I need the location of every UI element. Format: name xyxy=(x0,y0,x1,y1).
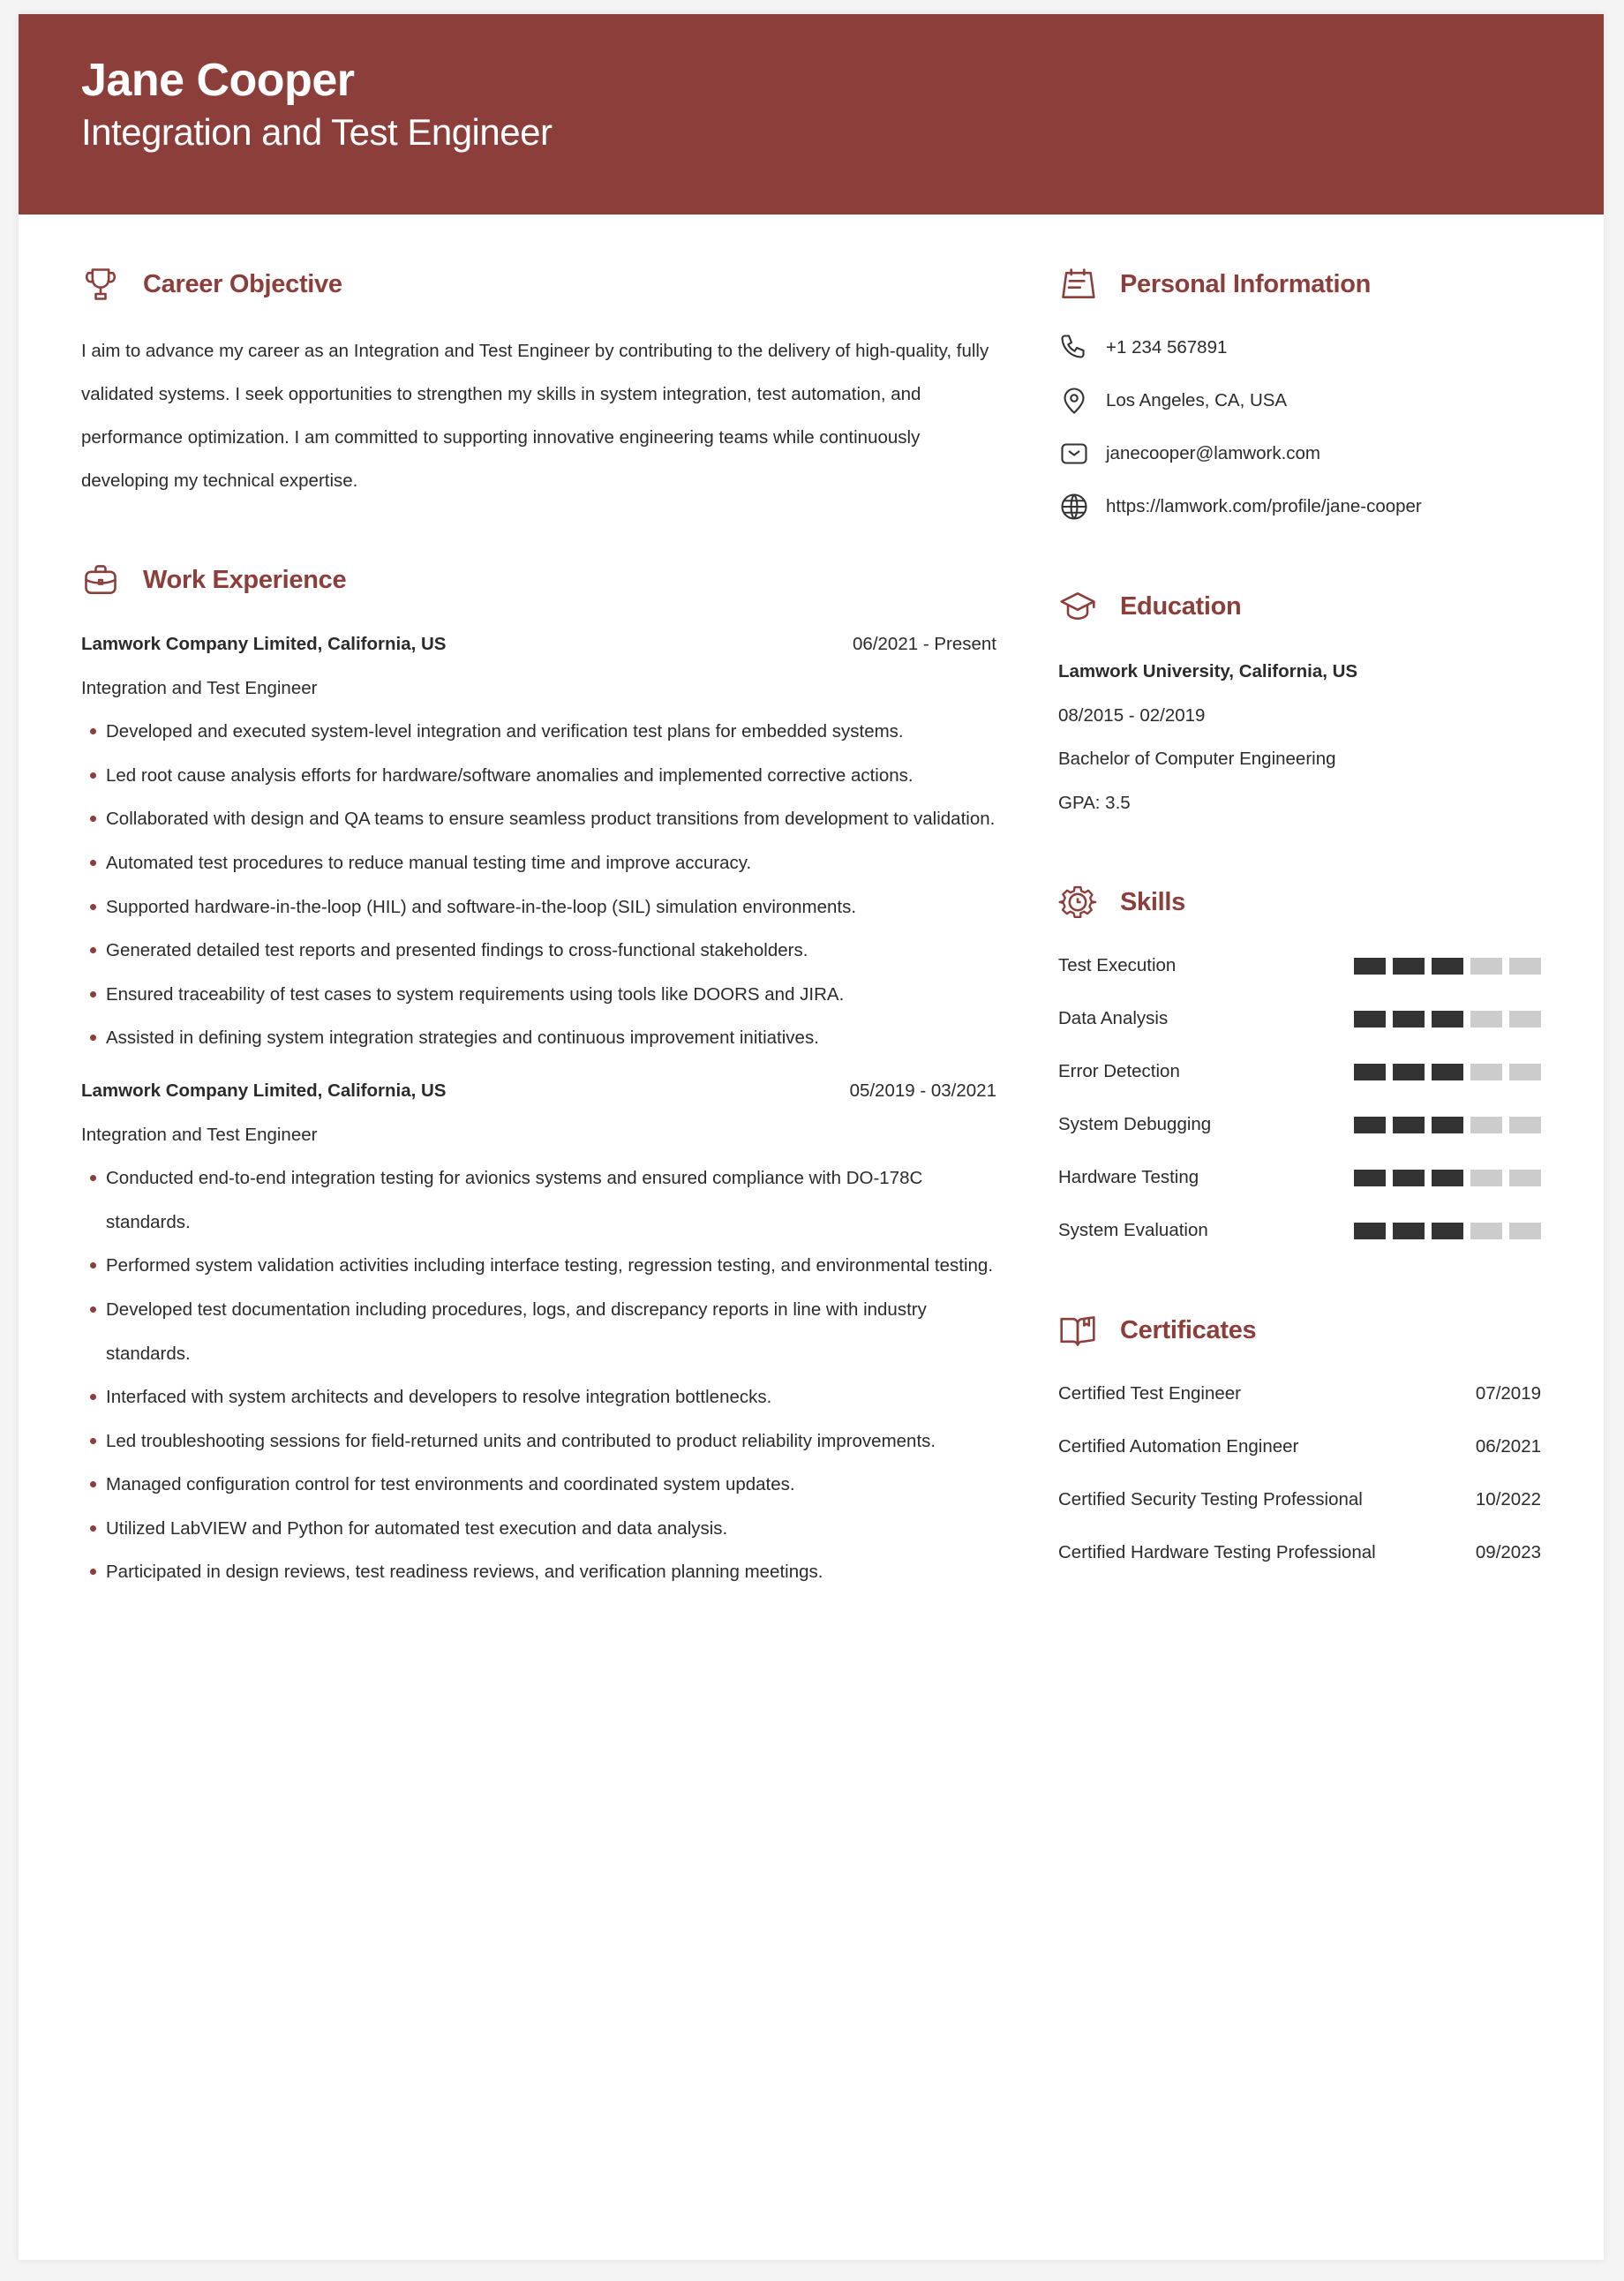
skill-level-segment xyxy=(1470,1223,1502,1239)
job-bullet: Assisted in defining system integration strategies and continuous improvement initiatives. xyxy=(81,1016,996,1060)
phone-value: +1 234 567891 xyxy=(1106,337,1228,358)
education-heading xyxy=(1058,584,1541,629)
left-column xyxy=(81,262,996,1594)
job-list xyxy=(81,622,996,1594)
gpa: GPA: 3.5 xyxy=(1058,792,1131,813)
skills-heading xyxy=(1058,880,1541,924)
job-bullet: Utilized LabVIEW and Python for automated test execution and data analysis. xyxy=(81,1507,996,1551)
skill-level-segment xyxy=(1393,1223,1425,1239)
skill-level-segment xyxy=(1470,958,1502,975)
website-row[interactable] xyxy=(1058,480,1541,533)
job-bullet: Led root cause analysis efforts for hardware/software anomalies and implemented corrective actions. xyxy=(81,754,996,798)
skill-row xyxy=(1058,1204,1541,1257)
job-dates: 05/2019 - 03/2021 xyxy=(849,1080,996,1101)
job-bullets xyxy=(81,1156,996,1594)
skill-name: Test Execution xyxy=(1058,955,1177,975)
candidate-name: Jane Cooper xyxy=(81,55,355,106)
section-title: Personal Information xyxy=(1120,269,1372,298)
skill-level-segment xyxy=(1393,1064,1425,1080)
skill-level-bar xyxy=(1354,1064,1541,1080)
skill-level-segment xyxy=(1470,1170,1502,1186)
resume-header xyxy=(19,14,1604,215)
skill-row xyxy=(1058,1151,1541,1204)
section-title: Career Objective xyxy=(143,269,342,298)
trophy-icon xyxy=(81,265,120,304)
certificate-date: 09/2023 xyxy=(1475,1542,1541,1562)
career-objective-text: I aim to advance my career as an Integration and Test Engineer by contributing to the delivery of high-quality, fully validated systems. I seek opportunities to strengthen my skills in system integration, test automation, and performance optimization. I am committed to supporting innovative engineering teams while continuously developing my technical expertise. xyxy=(81,341,989,491)
skill-level-segment xyxy=(1393,958,1425,975)
job-header xyxy=(81,622,996,666)
briefcase-icon xyxy=(81,561,120,599)
skill-level-segment xyxy=(1354,1223,1386,1239)
job-bullet: Supported hardware-in-the-loop (HIL) and software-in-the-loop (SIL) simulation environments. xyxy=(81,885,996,930)
section-title: Work Experience xyxy=(143,565,347,594)
job-dates: 06/2021 - Present xyxy=(853,634,996,654)
section-title: Skills xyxy=(1120,887,1185,916)
job-bullet: Generated detailed test reports and presented findings to cross-functional stakeholders. xyxy=(81,929,996,973)
skill-level-segment xyxy=(1354,958,1386,975)
job-bullet: Ensured traceability of test cases to system requirements using tools like DOORS and JIRA. xyxy=(81,973,996,1017)
job-bullet: Performed system validation activities including interface testing, regression testing, and environmental testing. xyxy=(81,1244,996,1288)
company-name: Lamwork Company Limited, California, US xyxy=(81,634,447,654)
skill-level-segment xyxy=(1509,1117,1541,1133)
certificate-row xyxy=(1058,1367,1541,1420)
certificates-heading xyxy=(1058,1308,1541,1352)
skill-name: Error Detection xyxy=(1058,1061,1180,1081)
job-entry xyxy=(81,622,996,1060)
skill-level-segment xyxy=(1470,1064,1502,1080)
skill-level-segment xyxy=(1432,958,1463,975)
certificate-name: Certified Hardware Testing Professional xyxy=(1058,1542,1376,1562)
career-objective-heading xyxy=(81,262,996,306)
mail-icon xyxy=(1058,438,1090,470)
section-title: Education xyxy=(1120,591,1242,621)
job-bullet: Managed configuration control for test environments and coordinated system updates. xyxy=(81,1463,996,1507)
resume-page xyxy=(19,14,1604,2260)
job-bullet: Collaborated with design and QA teams to ensure seamless product transitions from development to validation. xyxy=(81,797,996,841)
skill-name: System Debugging xyxy=(1058,1114,1212,1134)
phone-row xyxy=(1058,321,1541,374)
location-row xyxy=(1058,374,1541,427)
skill-row xyxy=(1058,1045,1541,1098)
education-dates: 08/2015 - 02/2019 xyxy=(1058,704,1206,726)
skill-name: Hardware Testing xyxy=(1058,1167,1199,1187)
certificate-date: 06/2021 xyxy=(1475,1436,1541,1457)
skill-row xyxy=(1058,939,1541,992)
job-bullet: Participated in design reviews, test readiness reviews, and verification planning meetings. xyxy=(81,1550,996,1594)
skill-level-segment xyxy=(1470,1117,1502,1133)
job-role: Integration and Test Engineer xyxy=(81,1124,318,1145)
skill-level-bar xyxy=(1354,1011,1541,1028)
certificates-list xyxy=(1058,1367,1541,1579)
company-name: Lamwork Company Limited, California, US xyxy=(81,1080,447,1101)
skill-level-segment xyxy=(1509,1011,1541,1028)
email-value[interactable]: janecooper@lamwork.com xyxy=(1106,443,1320,463)
skill-level-segment xyxy=(1393,1117,1425,1133)
job-bullet: Interfaced with system architects and developers to resolve integration bottlenecks. xyxy=(81,1375,996,1419)
skill-level-segment xyxy=(1432,1117,1463,1133)
website-link[interactable]: https://lamwork.com/profile/jane-cooper xyxy=(1106,496,1422,516)
skill-level-segment xyxy=(1393,1170,1425,1186)
certificate-name: Certified Automation Engineer xyxy=(1058,1436,1299,1457)
location-value: Los Angeles, CA, USA xyxy=(1106,390,1288,410)
skill-level-segment xyxy=(1354,1170,1386,1186)
skill-level-bar xyxy=(1354,1170,1541,1186)
skill-level-bar xyxy=(1354,958,1541,975)
skills-list xyxy=(1058,939,1541,1257)
skill-name: Data Analysis xyxy=(1058,1008,1169,1028)
email-row[interactable] xyxy=(1058,427,1541,480)
right-column xyxy=(1058,262,1541,1579)
skill-level-segment xyxy=(1432,1170,1463,1186)
candidate-title: Integration and Test Engineer xyxy=(81,111,553,153)
skill-level-segment xyxy=(1354,1011,1386,1028)
job-bullet: Developed and executed system-level integration and verification test plans for embedded systems. xyxy=(81,710,996,754)
skill-row xyxy=(1058,992,1541,1045)
certificate-row xyxy=(1058,1473,1541,1526)
school-name: Lamwork University, California, US xyxy=(1058,661,1358,681)
skill-level-segment xyxy=(1354,1117,1386,1133)
skill-level-segment xyxy=(1470,1011,1502,1028)
certificate-row xyxy=(1058,1420,1541,1473)
job-bullet: Developed test documentation including procedures, logs, and discrepancy reports in line with industry standards. xyxy=(81,1288,996,1375)
skill-level-bar xyxy=(1354,1223,1541,1239)
certificate-date: 10/2022 xyxy=(1475,1489,1541,1509)
certificate-name: Certified Security Testing Professional xyxy=(1058,1489,1363,1509)
job-role: Integration and Test Engineer xyxy=(81,677,318,698)
job-bullet: Led troubleshooting sessions for field-returned units and contributed to product reliability improvements. xyxy=(81,1419,996,1464)
open-book-icon xyxy=(1058,1311,1097,1350)
degree: Bachelor of Computer Engineering xyxy=(1058,749,1336,769)
skill-level-segment xyxy=(1354,1064,1386,1080)
skill-level-segment xyxy=(1509,958,1541,975)
skill-level-segment xyxy=(1432,1011,1463,1028)
skill-level-segment xyxy=(1509,1170,1541,1186)
skill-name: System Evaluation xyxy=(1058,1220,1208,1240)
skill-level-segment xyxy=(1509,1223,1541,1239)
job-bullet: Conducted end-to-end integration testing for avionics systems and ensured compliance with DO-178C standards. xyxy=(81,1156,996,1244)
skill-level-segment xyxy=(1509,1064,1541,1080)
gear-clock-icon xyxy=(1058,883,1097,922)
location-pin-icon xyxy=(1058,385,1090,417)
skill-level-bar xyxy=(1354,1117,1541,1133)
skill-level-segment xyxy=(1393,1011,1425,1028)
work-experience-heading xyxy=(81,558,996,602)
job-entry xyxy=(81,1069,996,1594)
globe-icon xyxy=(1058,491,1090,523)
personal-info-heading xyxy=(1058,262,1541,306)
education-entry xyxy=(1058,650,1541,824)
section-title: Certificates xyxy=(1120,1315,1257,1344)
phone-icon xyxy=(1058,332,1090,364)
skill-row xyxy=(1058,1098,1541,1151)
job-bullets xyxy=(81,710,996,1060)
calendar-note-icon xyxy=(1058,265,1097,304)
job-bullet: Automated test procedures to reduce manual testing time and improve accuracy. xyxy=(81,841,996,885)
certificate-row xyxy=(1058,1526,1541,1579)
job-header xyxy=(81,1069,996,1113)
skill-level-segment xyxy=(1432,1064,1463,1080)
certificate-name: Certified Test Engineer xyxy=(1058,1383,1242,1404)
skill-level-segment xyxy=(1432,1223,1463,1239)
certificate-date: 07/2019 xyxy=(1475,1383,1541,1404)
graduation-cap-icon xyxy=(1058,587,1097,626)
